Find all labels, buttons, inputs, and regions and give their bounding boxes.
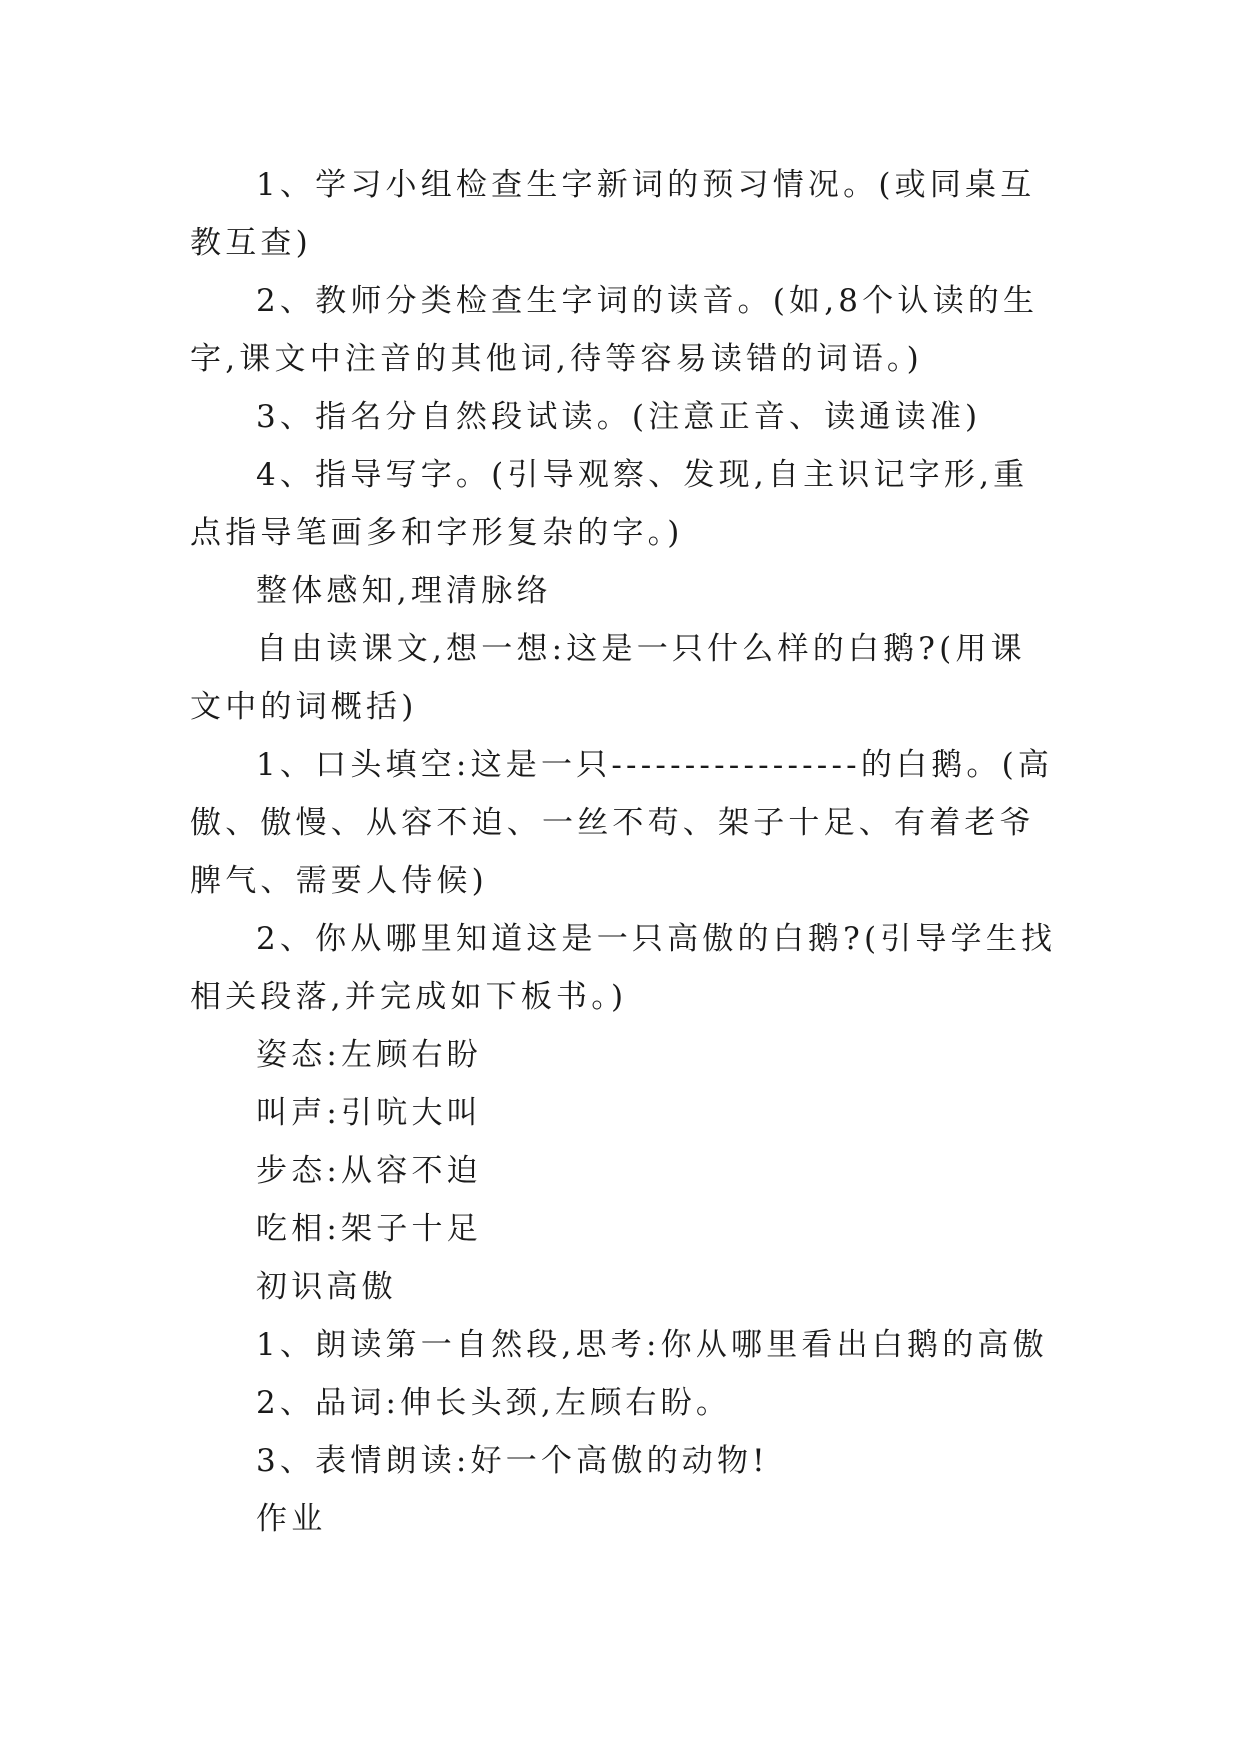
board-item-posture: 姿态:左顾右盼 <box>256 1037 482 1073</box>
paragraph-fill-blank: 1、口头填空:这是一只-----------------的白鹅。(高傲、傲慢、从容不迫、一丝不苟、架子十足、有着老爷脾气、需要人侍候) <box>190 747 1054 899</box>
paragraph-read-first-section: 1、朗读第一自然段,思考:你从哪里看出白鹅的高傲 <box>256 1327 1048 1363</box>
paragraph-expressive-reading: 3、表情朗读:好一个高傲的动物! <box>256 1443 769 1479</box>
board-item-eating: 吃相:架子十足 <box>256 1211 482 1247</box>
section-heading-overview: 整体感知,理清脉络 <box>256 573 552 609</box>
paragraph-writing-guidance: 4、指导写字。(引导观察、发现,自主识记字形,重点指导笔画多和字形复杂的字。) <box>190 457 1029 551</box>
document-body <box>190 156 1060 1548</box>
paragraph-trial-reading: 3、指名分自然段试读。(注意正音、读通读准) <box>256 399 982 435</box>
paragraph-find-evidence: 2、你从哪里知道这是一只高傲的白鹅?(引导学生找相关段落,并完成如下板书。) <box>190 921 1057 1015</box>
paragraph-free-reading: 自由读课文,想一想:这是一只什么样的白鹅?(用课文中的词概括) <box>190 631 1026 725</box>
paragraph-check-pronunciation: 2、教师分类检查生字词的读音。(如,8个认读的生字,课文中注音的其他词,待等容易读错的词语。) <box>190 283 1039 377</box>
board-item-call: 叫声:引吭大叫 <box>256 1095 482 1131</box>
board-item-gait: 步态:从容不迫 <box>256 1153 482 1189</box>
paragraph-check-preview: 1、学习小组检查生字新词的预习情况。(或同桌互教互查) <box>190 167 1036 261</box>
section-heading-homework: 作业 <box>256 1501 327 1537</box>
section-heading-arrogance: 初识高傲 <box>256 1269 397 1305</box>
paragraph-word-study: 2、品词:伸长头颈,左顾右盼。 <box>256 1385 732 1421</box>
